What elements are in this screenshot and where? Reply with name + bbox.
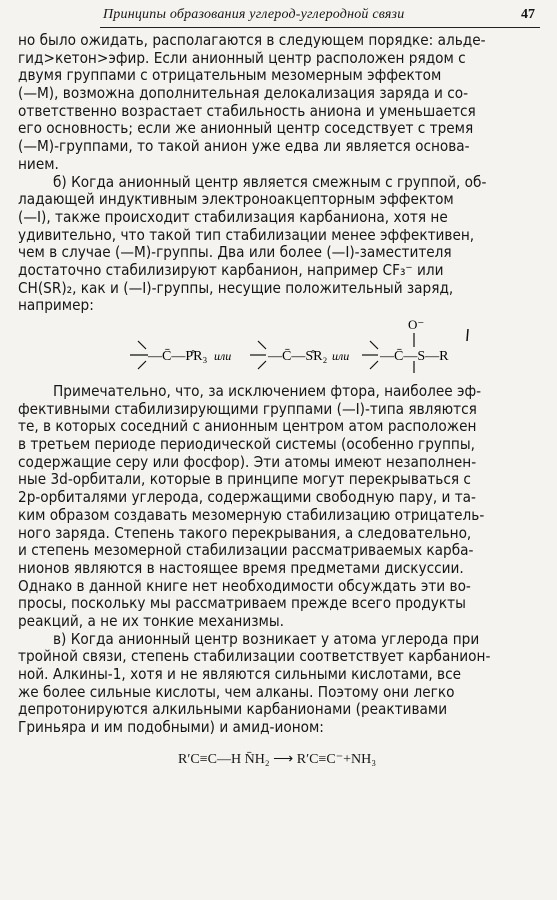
- formula-part-1: —C̄—P̊R₃: [148, 349, 208, 364]
- text-line: 2p-орбиталями углерода, содержащими свободную пару, и та-: [18, 489, 476, 507]
- text-line: фективными стабилизирующими группами (—I)-типа являются: [18, 400, 477, 418]
- text-line: его основность; если же анионный центр соседствует с тремя: [18, 120, 474, 138]
- formula-part-2: —C̄—S̊R₂: [268, 349, 328, 364]
- header-rule: [100, 27, 540, 28]
- text-line: нием.: [18, 155, 59, 173]
- text-line: удивительно, что такой тип стабилизации менее эффективен,: [18, 226, 475, 244]
- text-line: ные 3d-орбитали, которые в принципе могут перекрываться с: [18, 471, 471, 489]
- text-line: например:: [18, 297, 94, 315]
- formula-or-2: или: [332, 349, 350, 363]
- formula-part-3: —C̄—S—R: [380, 349, 449, 364]
- text-line: ладающей индуктивным электроноакцепторным эффектом: [18, 191, 454, 209]
- text-line: Однако в данной книге нет необходимости обсуждать эти во-: [18, 577, 471, 595]
- body-text: [18, 32, 545, 781]
- text-line: C̄H(SR)₂, как и (—I)-группы, несущие положительный заряд,: [18, 279, 454, 297]
- page-number: 47: [521, 7, 535, 22]
- stabilized-carbanion-formulas: [18, 315, 545, 383]
- text-line: двумя группами с отрицательным мезомерным эффектом: [18, 67, 442, 85]
- text-line: в) Когда анионный центр возникает у атома углерода при: [53, 630, 480, 648]
- text-line: и степень мезомерной стабилизации рассматриваемых карба-: [18, 542, 474, 560]
- formula-svg: [18, 315, 545, 383]
- text-line: ким образом создавать мезомерную стабилизацию отрицатель-: [18, 506, 485, 524]
- text-line: те, в которых соседний с анионным центром атом расположен: [18, 418, 477, 436]
- formula-or-1: или: [214, 349, 232, 363]
- formula-oxygen: O⁻: [408, 317, 425, 332]
- text-line: (—M)-группами, то такой анион уже едва ли является основа-: [18, 138, 470, 156]
- deprotonation-equation: [18, 737, 545, 781]
- text-line: депротонируются алкильными карбанионами (реактивами: [18, 701, 448, 719]
- text-line: (—I), также происходит стабилизация карбаниона, хотя не: [18, 208, 448, 226]
- equation-text: R′C≡C—H N̄H₂ ⟶ R′C≡C⁻+NH₃: [178, 751, 377, 767]
- text-line: чем в случае (—M)-группы. Два или более (—I)-заместителя: [18, 244, 452, 262]
- text-line: же более сильные кислоты, чем алканы. Поэтому они легко: [18, 683, 455, 701]
- running-header: [95, 4, 535, 26]
- text-line: Примечательно, что, за исключением фтора, наиболее эф-: [53, 383, 482, 400]
- text-line: реакций, а не их тонкие механизмы.: [18, 612, 284, 630]
- text-line: нионов являются в настоящее время предметами дискуссии.: [18, 559, 464, 577]
- text-line: гид>кетон>эфир. Если анионный центр расположен рядом с: [18, 49, 466, 67]
- text-line: содержащие серу или фосфор). Эти атомы имеют незаполнен-: [18, 453, 477, 471]
- text-line: но было ожидать, располагаются в следующем порядке: альде-: [18, 32, 486, 49]
- text-line: достаточно стабилизируют карбанион, например CF₃⁻ или: [18, 261, 444, 279]
- text-line: ной. Алкины-1, хотя и не являются сильными кислотами, все: [18, 666, 462, 683]
- text-line: Гриньяра и им подобными) и амид-ионом:: [18, 719, 324, 737]
- running-title: Принципы образования углерод-углеродной связи: [103, 7, 405, 22]
- text-line: в третьем периоде периодической системы (особенно группы,: [18, 436, 475, 454]
- text-line: (—M), возможна дополнительная делокализация заряда и со-: [18, 85, 469, 103]
- text-line: просы, поскольку мы рассматриваем прежде всего продукты: [18, 595, 466, 613]
- text-line: тройной связи, степень стабилизации соответствует карбанион-: [18, 648, 491, 666]
- text-line: ного заряда. Степень такого перекрывания, а следовательно,: [18, 524, 472, 542]
- text-line: ответственно возрастает стабильность аниона и уменьшается: [18, 102, 476, 120]
- text-line: б) Когда анионный центр является смежным с группой, об-: [53, 173, 487, 191]
